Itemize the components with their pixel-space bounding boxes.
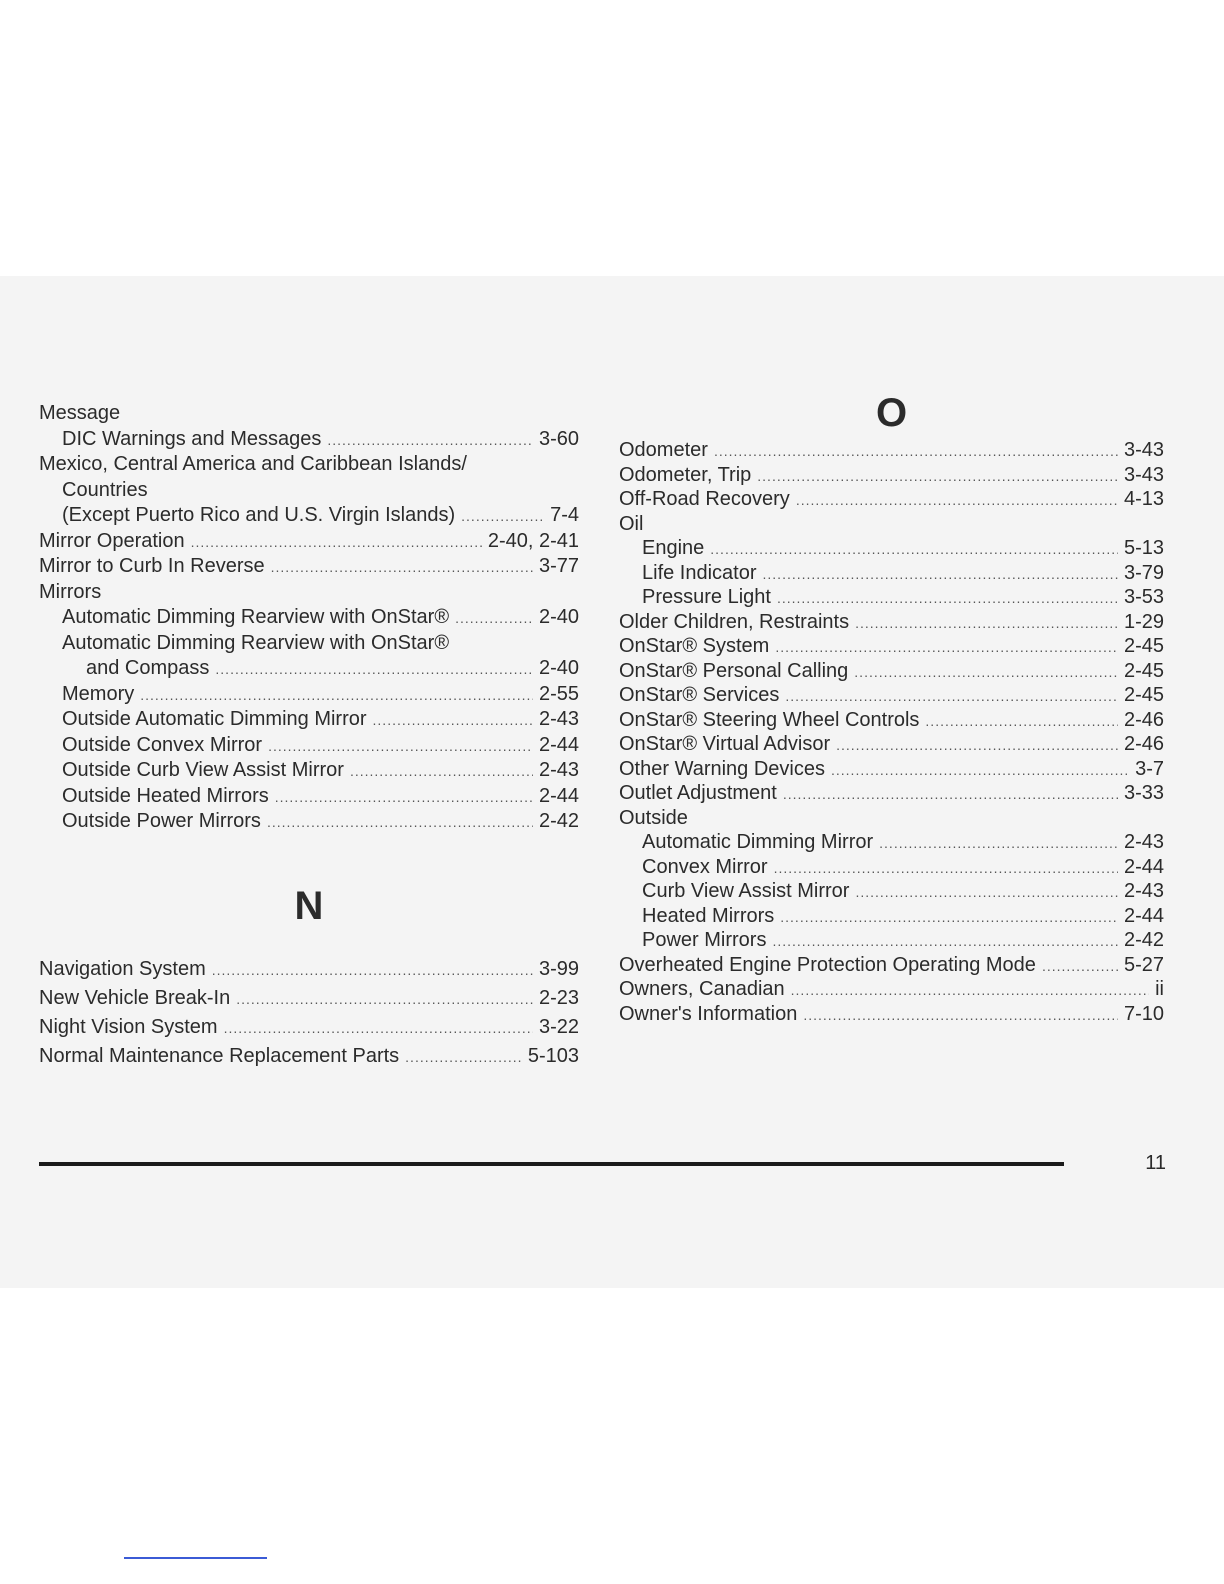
dot-leader — [780, 905, 1118, 930]
index-entry-label: Automatic Dimming Rearview with OnStar® — [62, 606, 450, 628]
index-entry-page: 5-27 — [1123, 953, 1164, 976]
index-entry-page: 2-44 — [538, 733, 579, 756]
dot-leader — [879, 831, 1118, 856]
index-entry — [39, 580, 579, 606]
index-entry-page: 3-79 — [1123, 561, 1164, 584]
section-letter-o: O — [875, 391, 908, 435]
dot-leader — [236, 985, 533, 1014]
index-entry-page: 2-40 — [538, 606, 579, 628]
dot-leader — [831, 758, 1129, 783]
index-entry — [619, 732, 1164, 757]
index-entry-label: Navigation System — [39, 957, 206, 980]
dot-leader — [268, 734, 533, 760]
index-entry — [39, 503, 579, 529]
index-entry — [619, 512, 1164, 537]
index-entry-label: Automatic Dimming Rearview with OnStar® — [62, 631, 450, 654]
index-entry — [39, 554, 579, 580]
dot-leader — [836, 733, 1118, 758]
index-entry — [39, 605, 579, 631]
index-entry — [619, 683, 1164, 708]
dot-leader — [777, 586, 1118, 611]
index-entry — [39, 1042, 579, 1071]
index-entry-label: OnStar® Steering Wheel Controls — [619, 708, 920, 731]
index-entry-label: Outside Curb View Assist Mirror — [62, 759, 344, 781]
dot-leader — [461, 504, 544, 530]
index-entry-label: Older Children, Restraints — [619, 610, 850, 633]
index-entry-label: Mirror to Curb In Reverse — [39, 555, 265, 577]
index-entry-label: Outside Power Mirrors — [62, 810, 261, 832]
index-entry — [619, 904, 1164, 929]
index-entry-page: 2-44 — [1123, 904, 1164, 927]
dot-leader — [710, 537, 1118, 562]
dot-leader — [714, 439, 1118, 464]
index-entry-label: Odometer — [619, 439, 708, 461]
index-entry-page: 7-4 — [550, 504, 579, 526]
index-entry — [619, 781, 1164, 806]
index-entry-label: Mirror Operation — [39, 529, 185, 552]
page-number: 11 — [1145, 1152, 1166, 1174]
n-entry-list — [39, 955, 579, 1071]
index-entry-label: Outlet Adjustment — [619, 782, 777, 804]
index-entry-label: Message — [39, 402, 121, 424]
index-entry-label: Off-Road Recovery — [619, 488, 790, 510]
footer-divider — [39, 1162, 1064, 1166]
index-entry-label: Oil — [619, 512, 644, 535]
index-entry — [39, 452, 579, 478]
dot-leader — [224, 1014, 533, 1043]
index-entry-label: Outside Automatic Dimming Mirror — [62, 708, 367, 730]
bottom-link-underline — [124, 1557, 267, 1559]
index-entry-label: Owners, Canadian — [619, 978, 785, 1000]
dot-leader — [215, 657, 533, 683]
index-entry — [619, 585, 1164, 610]
index-left-column — [39, 401, 579, 1071]
index-entry-page: 2-43 — [1123, 880, 1164, 902]
dot-leader — [785, 684, 1118, 709]
dot-leader — [327, 428, 533, 454]
index-entry-label: New Vehicle Break-In — [39, 986, 231, 1009]
index-entry-label: Outside Heated Mirrors — [62, 784, 269, 807]
index-entry-page: 2-55 — [538, 682, 579, 705]
dot-leader — [757, 464, 1118, 489]
index-entry — [619, 610, 1164, 635]
index-entry-label: DIC Warnings and Messages — [62, 427, 322, 450]
index-entry-label: Heated Mirrors — [642, 904, 775, 927]
index-entry — [39, 631, 579, 657]
dot-leader — [796, 488, 1118, 513]
index-entry — [39, 478, 579, 504]
index-entry-label: OnStar® Services — [619, 684, 780, 706]
index-entry — [619, 561, 1164, 586]
index-entry-page: 2-40, 2-41 — [487, 529, 579, 552]
dot-leader — [783, 782, 1118, 807]
index-entry-label: Engine — [642, 537, 705, 559]
index-entry — [39, 427, 579, 453]
index-entry-label: Power Mirrors — [642, 929, 767, 951]
index-entry — [39, 656, 579, 682]
dot-leader — [855, 611, 1118, 636]
dot-leader — [855, 880, 1118, 905]
index-entry-label: Automatic Dimming Mirror — [642, 831, 874, 853]
index-entry — [619, 879, 1164, 904]
index-entry-label: Mirrors — [39, 580, 102, 603]
index-entry-label: Convex Mirror — [642, 855, 768, 878]
index-entry-label: Memory — [62, 682, 135, 705]
dot-leader — [803, 1003, 1118, 1028]
index-entry-page: 2-44 — [1123, 855, 1164, 878]
index-entry — [39, 984, 579, 1013]
index-entry-page: 2-46 — [1123, 733, 1164, 755]
index-entry-page: 2-45 — [1123, 659, 1164, 682]
index-entry — [619, 659, 1164, 684]
index-entry-label: Normal Maintenance Replacement Parts — [39, 1044, 400, 1067]
index-entry-label: Owner's Information — [619, 1002, 798, 1025]
dot-leader — [212, 956, 533, 985]
index-entry-label: Curb View Assist Mirror — [642, 880, 850, 902]
index-entry-label: Life Indicator — [642, 561, 757, 584]
index-right-column — [619, 391, 1164, 1026]
index-entry — [39, 529, 579, 555]
dot-leader — [140, 683, 533, 709]
index-entry-label: (Except Puerto Rico and U.S. Virgin Islands) — [62, 504, 456, 526]
index-entry — [619, 708, 1164, 733]
index-entry-label: Overheated Engine Protection Operating Mode — [619, 953, 1036, 976]
index-entry-label: OnStar® Personal Calling — [619, 659, 849, 682]
index-entry-page: 3-60 — [538, 427, 579, 450]
index-entry-page: 2-43 — [538, 708, 579, 730]
index-entry — [39, 401, 579, 427]
dot-leader — [775, 635, 1118, 660]
index-entry-page: 5-103 — [527, 1044, 579, 1067]
index-entry-page: 7-10 — [1123, 1002, 1164, 1025]
index-entry-page: 2-46 — [1123, 708, 1164, 731]
dot-leader — [763, 562, 1118, 587]
dot-leader — [350, 759, 533, 785]
index-entry-page: 3-77 — [538, 555, 579, 577]
index-entry — [39, 682, 579, 708]
index-entry — [619, 634, 1164, 659]
index-entry — [619, 806, 1164, 831]
index-entry — [619, 855, 1164, 880]
index-entry — [619, 1002, 1164, 1027]
index-entry-label: Pressure Light — [642, 586, 771, 608]
index-entry-page: 5-13 — [1123, 537, 1164, 559]
index-entry-page: 2-40 — [538, 657, 579, 679]
index-entry-page: 2-23 — [538, 986, 579, 1009]
index-entry-page: ii — [1155, 978, 1164, 1000]
dot-leader — [854, 660, 1118, 685]
dot-leader — [774, 856, 1118, 881]
o-entry-list — [619, 438, 1164, 1026]
dot-leader — [925, 709, 1118, 734]
index-entry — [619, 536, 1164, 561]
index-entry — [619, 438, 1164, 463]
index-entry-label: and Compass — [86, 657, 210, 679]
index-entry-label: Other Warning Devices — [619, 757, 825, 780]
index-entry — [619, 757, 1164, 782]
dot-leader — [791, 978, 1149, 1003]
index-entry — [39, 955, 579, 984]
index-entry-page: 2-44 — [538, 784, 579, 807]
index-entry-page: 2-45 — [1123, 635, 1164, 657]
dot-leader — [455, 606, 533, 632]
m-entry-list — [39, 401, 579, 835]
index-entry — [39, 733, 579, 759]
index-entry — [39, 784, 579, 810]
index-page — [0, 276, 1224, 1288]
index-entry-page: 3-22 — [538, 1015, 579, 1038]
index-entry-page: 4-13 — [1123, 488, 1164, 510]
dot-leader — [275, 785, 533, 811]
index-entry — [619, 463, 1164, 488]
index-entry-page: 3-33 — [1123, 782, 1164, 804]
index-entry — [619, 953, 1164, 978]
dot-leader — [267, 810, 533, 836]
index-entry — [619, 830, 1164, 855]
index-entry — [39, 707, 579, 733]
index-entry-page: 2-45 — [1123, 684, 1164, 706]
index-entry-page: 3-43 — [1123, 439, 1164, 461]
index-entry-page: 1-29 — [1123, 610, 1164, 633]
index-entry-label: Outside — [619, 806, 688, 829]
index-entry-label: Countries — [62, 478, 148, 501]
dot-leader — [405, 1043, 522, 1072]
index-entry-page: 3-7 — [1135, 757, 1164, 780]
dot-leader — [373, 708, 533, 734]
dot-leader — [191, 530, 482, 556]
dot-leader — [1042, 954, 1118, 979]
index-entry-page: 3-43 — [1123, 463, 1164, 486]
index-entry-label: OnStar® System — [619, 635, 770, 657]
index-entry-page: 3-99 — [538, 957, 579, 980]
index-entry-page: 2-42 — [538, 810, 579, 832]
index-entry-label: OnStar® Virtual Advisor — [619, 733, 831, 755]
index-entry — [619, 977, 1164, 1002]
index-entry — [39, 809, 579, 835]
index-entry-label: Outside Convex Mirror — [62, 733, 263, 756]
dot-leader — [772, 929, 1118, 954]
index-entry-label: Mexico, Central America and Caribbean Islands/ — [39, 453, 467, 475]
index-entry-label: Night Vision System — [39, 1015, 218, 1038]
index-entry-page: 2-43 — [1123, 831, 1164, 853]
section-letter-n: N — [294, 883, 324, 928]
index-entry-page: 3-53 — [1123, 586, 1164, 608]
index-entry-page: 2-43 — [538, 759, 579, 781]
index-entry — [39, 1013, 579, 1042]
index-entry-label: Odometer, Trip — [619, 463, 752, 486]
index-entry — [39, 758, 579, 784]
index-entry — [619, 928, 1164, 953]
dot-leader — [271, 555, 533, 581]
index-entry — [619, 487, 1164, 512]
index-entry-page: 2-42 — [1123, 929, 1164, 951]
